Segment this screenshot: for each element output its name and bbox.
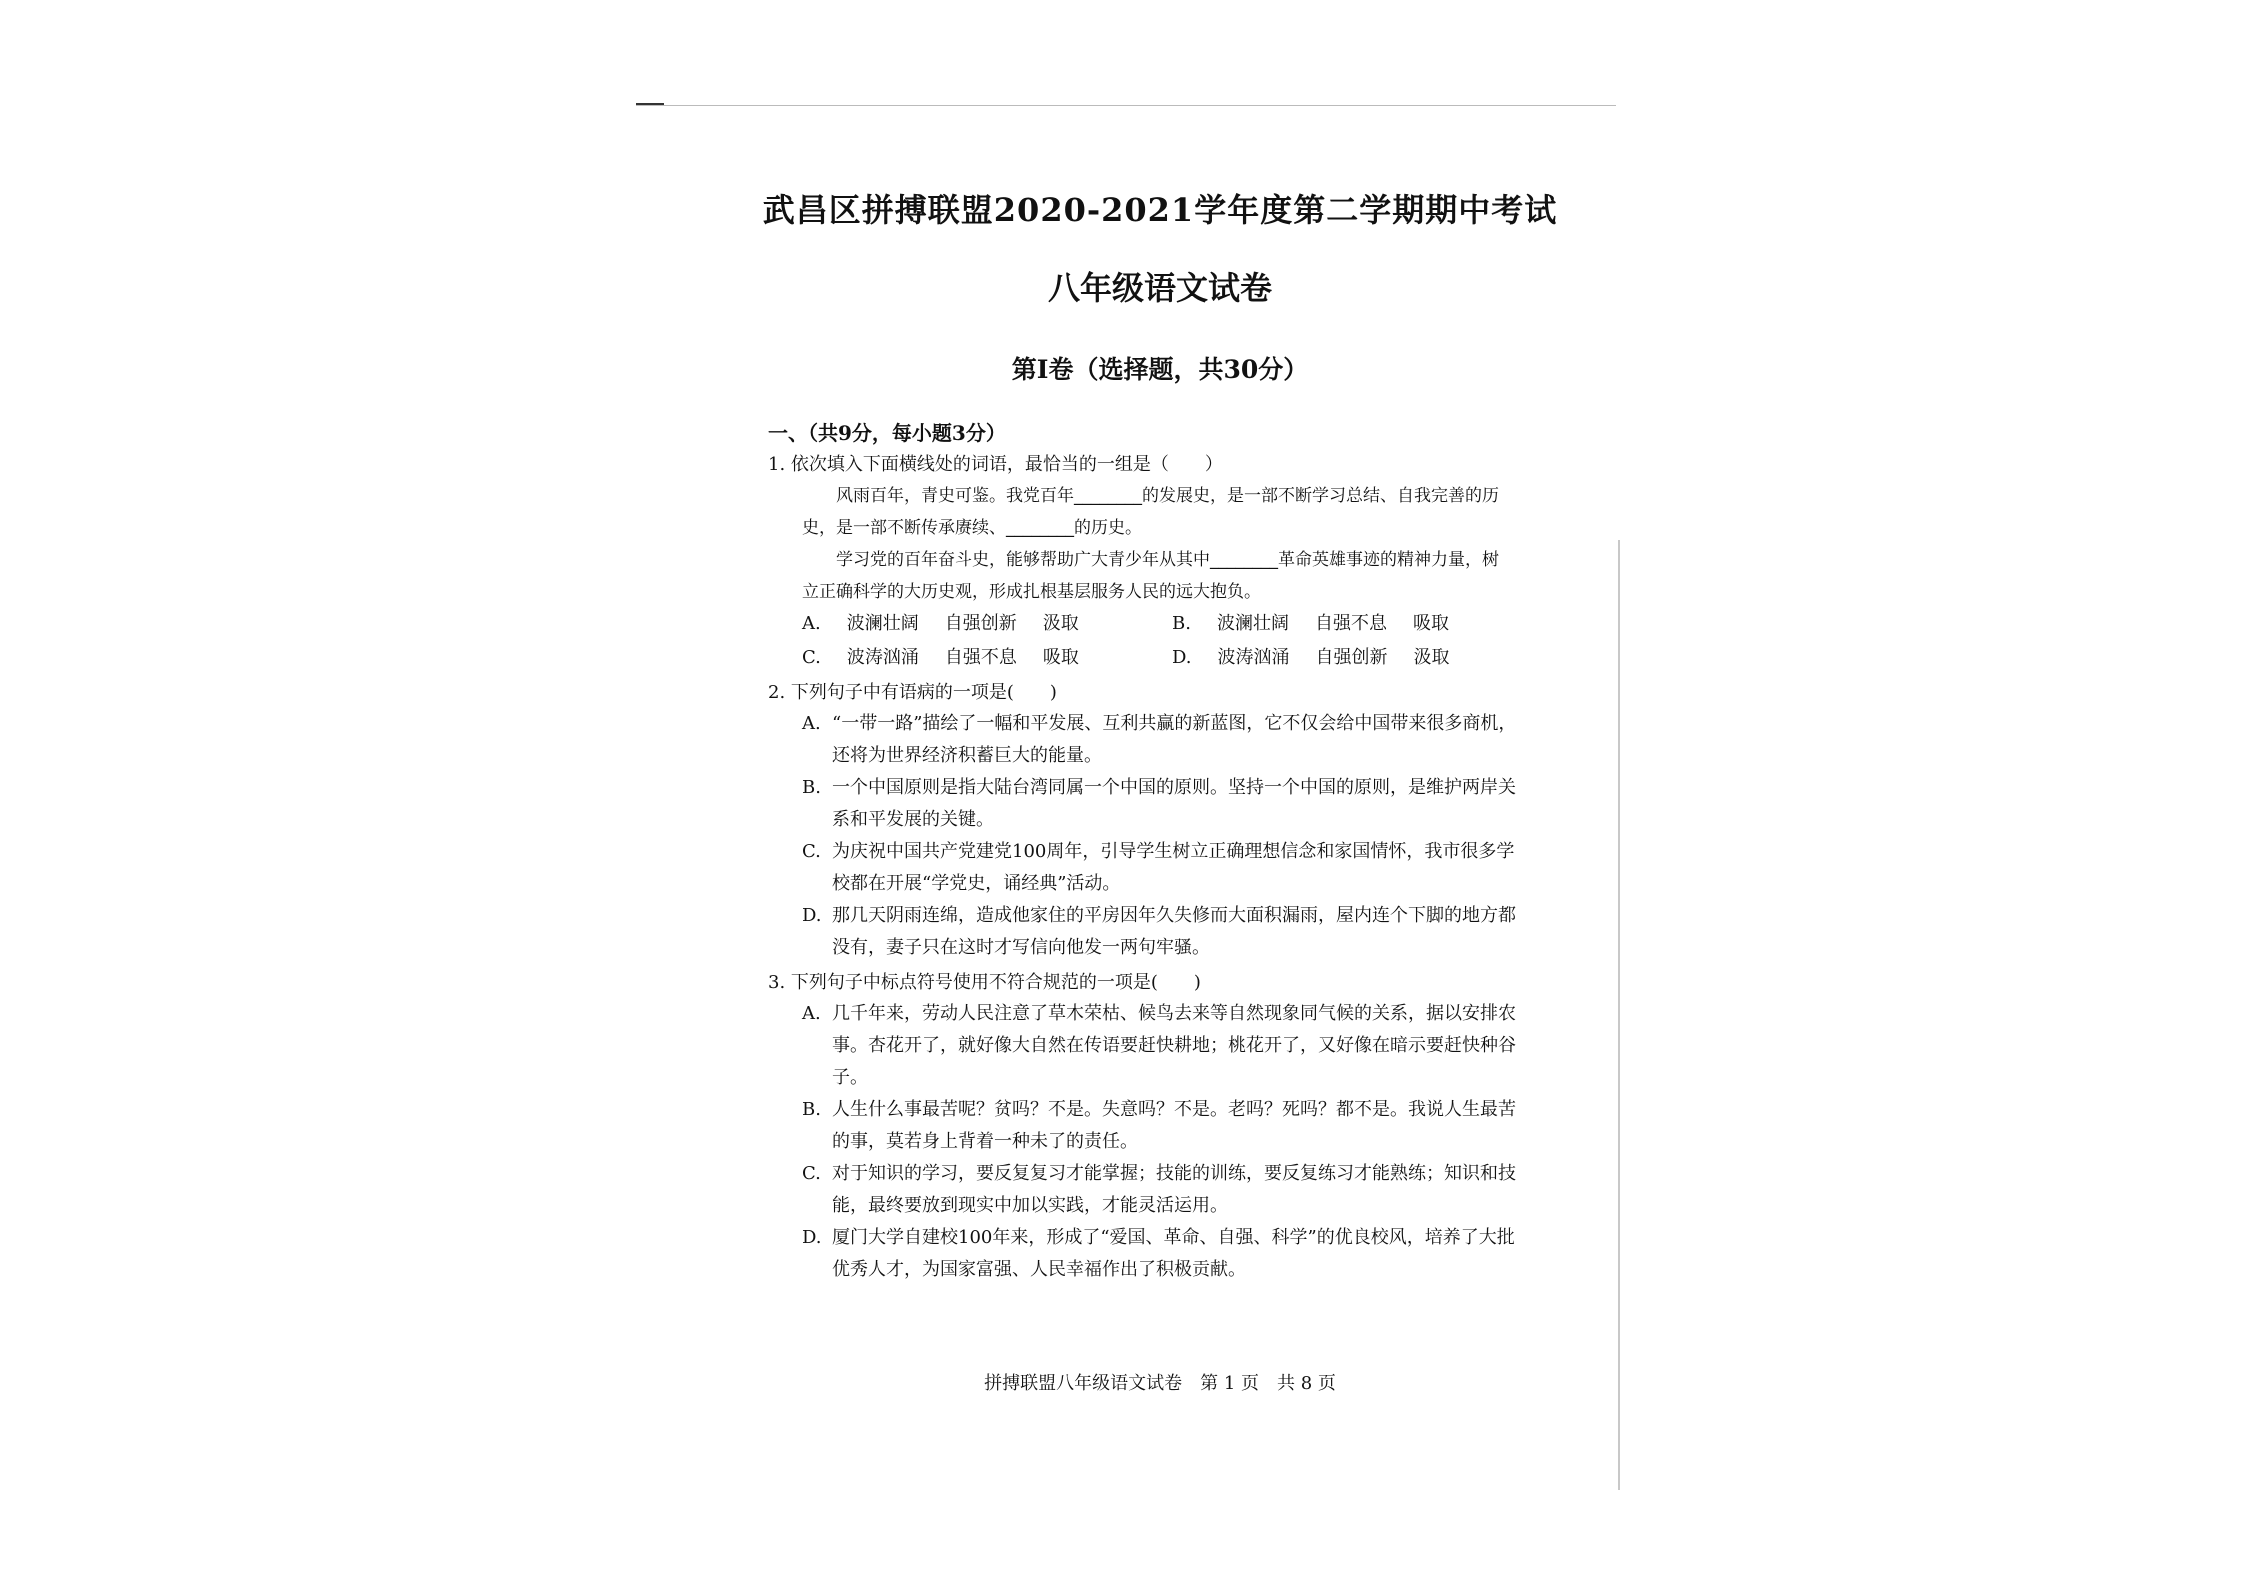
option-text: 人生什么事最苦呢？贫吗？不是。失意吗？不是。老吗？死吗？都不是。我说人生最苦的事，莫若身上背着一种未了的责任。 (832, 1099, 1516, 1152)
scan-edge-line-right (1618, 540, 1620, 1490)
option-c[interactable] (802, 642, 1172, 674)
option-text: 厦门大学自建校100年来，形成了“爱国、革命、自强、科学”的优良校风，培养了大批优秀人才，为国家富强、人民幸福作出了积极贡献。 (832, 1227, 1515, 1280)
passage-paragraph: 风雨百年，青史可鉴。我党百年________的发展史，是一部不断学习总结、自我完善的历史，是一部不断传承赓续、________的历史。 (802, 486, 1499, 538)
exam-subtitle: 八年级语文试卷 (1047, 269, 1272, 307)
option-word: 波涛汹涌 (1217, 647, 1290, 668)
section-heading: 一、（共9分，每小题3分） (768, 421, 1006, 445)
option-word: 自强创新 (944, 613, 1017, 634)
option-b[interactable] (802, 772, 1518, 836)
option-word: 吸取 (1042, 647, 1079, 668)
part-title: 第Ⅰ卷（选择题，共30分） (1011, 355, 1309, 384)
option-word: 波涛汹涌 (846, 647, 919, 668)
option-d[interactable] (802, 1222, 1518, 1286)
passage-paragraph: 学习党的百年奋斗史，能够帮助广大青少年从其中________革命英雄事迹的精神力量，树立正确科学的大历史观，形成扎根基层服务人民的远大抱负。 (802, 550, 1499, 602)
option-letter: A. (802, 613, 821, 634)
option-text: 对于知识的学习，要反复复习才能掌握；技能的训练，要反复练习才能熟练；知识和技能，最终要放到现实中加以实践，才能灵活运用。 (832, 1163, 1516, 1216)
page-footer: 拼搏联盟八年级语文试卷 第 1 页 共 8 页 (984, 1373, 1336, 1394)
option-b[interactable] (802, 1094, 1518, 1158)
question-stem: 3. 下列句子中标点符号使用不符合规范的一项是( ) (768, 972, 1201, 993)
option-letter: C. (802, 647, 821, 668)
option-text: 几千年来，劳动人民注意了草木荣枯、候鸟去来等自然现象同气候的关系，据以安排农事。杏花开了，就好像大自然在传语要赶快耕地；桃花开了，又好像在暗示要赶快种谷子。 (832, 1003, 1516, 1088)
option-letter: B. (802, 1099, 821, 1120)
option-letter: C. (802, 1163, 821, 1184)
option-letter: C. (802, 841, 821, 862)
scan-edge-line-top (636, 105, 1616, 106)
question-1 (760, 450, 1560, 674)
option-text: 那几天阴雨连绵，造成他家住的平房因年久失修而大面积漏雨，屋内连个下脚的地方都没有，妻子只在这时才写信向他发一两句牢骚。 (832, 905, 1516, 958)
option-letter: D. (802, 905, 822, 926)
option-c[interactable] (802, 1158, 1518, 1222)
question-2 (760, 678, 1560, 964)
option-word: 吸取 (1412, 613, 1449, 634)
option-letter: A. (802, 1003, 821, 1024)
option-d[interactable] (802, 900, 1518, 964)
option-letter: A. (802, 713, 821, 734)
question-stem: 2. 下列句子中有语病的一项是( ) (768, 682, 1057, 703)
question-stem: 1. 依次填入下面横线处的词语，最恰当的一组是（ ） (768, 454, 1223, 475)
question-3 (760, 968, 1560, 1286)
option-letter: B. (1172, 613, 1191, 634)
option-word: 汲取 (1042, 613, 1079, 634)
exam-title: 武昌区拼搏联盟2020-2021学年度第二学期期中考试 (762, 191, 1558, 229)
option-word: 自强创新 (1315, 647, 1388, 668)
option-word: 自强不息 (1314, 613, 1387, 634)
option-c[interactable] (802, 836, 1518, 900)
option-letter: B. (802, 777, 821, 798)
option-word: 自强不息 (944, 647, 1017, 668)
option-word: 汲取 (1413, 647, 1450, 668)
option-word: 波澜壮阔 (1216, 613, 1289, 634)
option-letter: D. (802, 1227, 822, 1248)
option-b[interactable] (1172, 608, 1542, 640)
options-grid (802, 608, 1560, 674)
option-word: 波澜壮阔 (846, 613, 919, 634)
option-d[interactable] (1172, 642, 1542, 674)
option-a[interactable] (802, 608, 1172, 640)
option-text: 为庆祝中国共产党建党100周年，引导学生树立正确理想信念和家国情怀，我市很多学校都在开展“学党史，诵经典”活动。 (832, 841, 1515, 894)
question-passage (802, 480, 1502, 608)
option-text: “一带一路”描绘了一幅和平发展、互利共赢的新蓝图，它不仅会给中国带来很多商机，还将为世界经济积蓄巨大的能量。 (832, 713, 1517, 766)
option-a[interactable] (802, 708, 1518, 772)
option-a[interactable] (802, 998, 1518, 1094)
exam-page (760, 190, 1560, 1286)
option-text: 一个中国原则是指大陆台湾同属一个中国的原则。坚持一个中国的原则，是维护两岸关系和平发展的关键。 (832, 777, 1516, 830)
option-letter: D. (1172, 647, 1192, 668)
